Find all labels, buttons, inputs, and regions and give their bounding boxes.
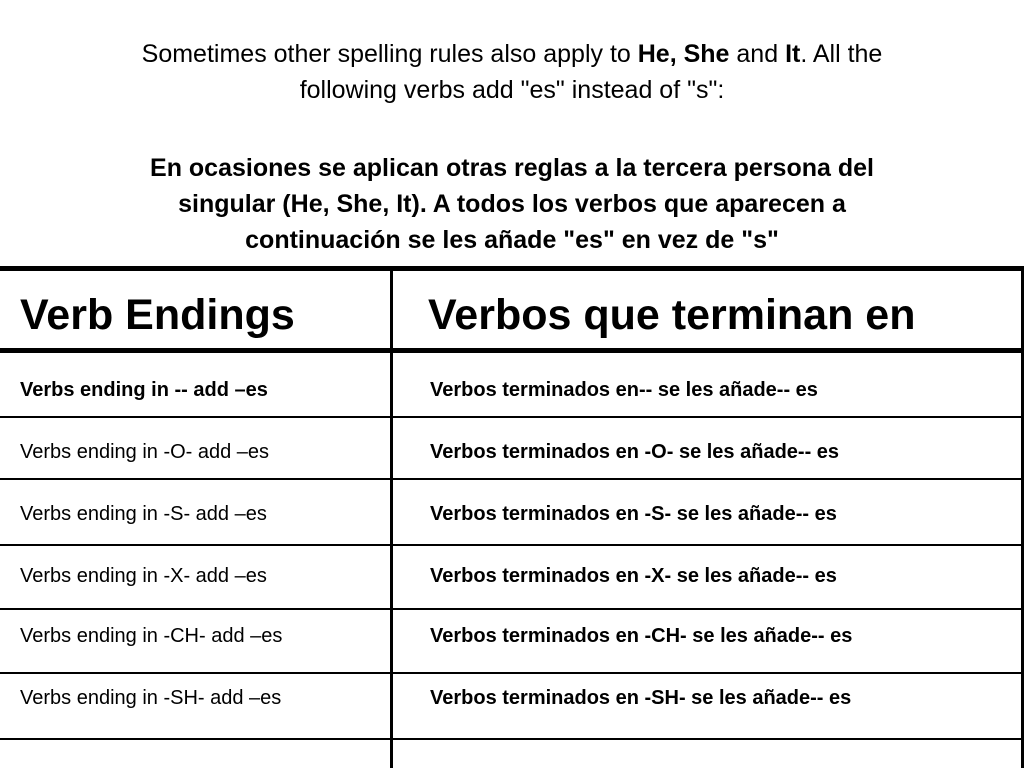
- row-1-spanish: Verbos terminados en-- se les añade-- es: [430, 379, 818, 401]
- intro-bold-it: It: [785, 40, 801, 68]
- intro-english: [20, 36, 1004, 108]
- intro-es-line-2: singular (He, She, It). A todos los verbos que aparecen a: [178, 190, 846, 218]
- intro-line-1: [20, 36, 1004, 72]
- verb-endings-table: [0, 266, 1024, 768]
- row-5-english: Verbs ending in -CH- add –es: [20, 625, 283, 647]
- row-1-english: Verbs ending in -- add –es: [20, 379, 268, 401]
- row-6-spanish: Verbos terminados en -SH- se les añade-- es: [430, 687, 852, 709]
- intro-text: . All the: [800, 40, 883, 68]
- intro-es-line-1: En ocasiones se aplican otras reglas a la tercera persona del: [150, 154, 874, 182]
- header-verbos-que-terminan: Verbos que terminan en: [428, 291, 916, 339]
- row-4-english: Verbs ending in -X- add –es: [20, 565, 267, 587]
- row-divider: [0, 544, 1024, 546]
- row-divider: [0, 608, 1024, 610]
- row-3-spanish: Verbos terminados en -S- se les añade-- es: [430, 503, 837, 525]
- row-divider: [0, 478, 1024, 480]
- row-3-english: Verbs ending in -S- add –es: [20, 503, 267, 525]
- row-2-spanish: Verbos terminados en -O- se les añade-- es: [430, 441, 840, 463]
- header-verb-endings: Verb Endings: [20, 291, 295, 339]
- intro-bold-pronouns: He, She: [637, 40, 730, 68]
- row-divider: [0, 416, 1024, 418]
- row-4-spanish: Verbos terminados en -X- se les añade-- es: [430, 565, 837, 587]
- intro-es-line-3: continuación se les añade "es" en vez de "s": [245, 226, 779, 254]
- row-6-english: Verbs ending in -SH- add –es: [20, 687, 282, 709]
- header-bottom-rule: [0, 348, 1024, 353]
- intro-text: and: [729, 40, 786, 68]
- row-2-english: Verbs ending in -O- add –es: [20, 441, 270, 463]
- row-divider: [0, 738, 1024, 740]
- intro-spanish: [20, 150, 1004, 258]
- row-5-spanish: Verbos terminados en -CH- se les añade-- es: [430, 625, 853, 647]
- row-divider: [0, 672, 1024, 674]
- intro-line-2: following verbs add "es" instead of "s":: [299, 76, 725, 104]
- table-top-rule: [0, 266, 1024, 271]
- column-divider: [390, 266, 393, 768]
- intro-text: Sometimes other spelling rules also apply to: [141, 40, 638, 68]
